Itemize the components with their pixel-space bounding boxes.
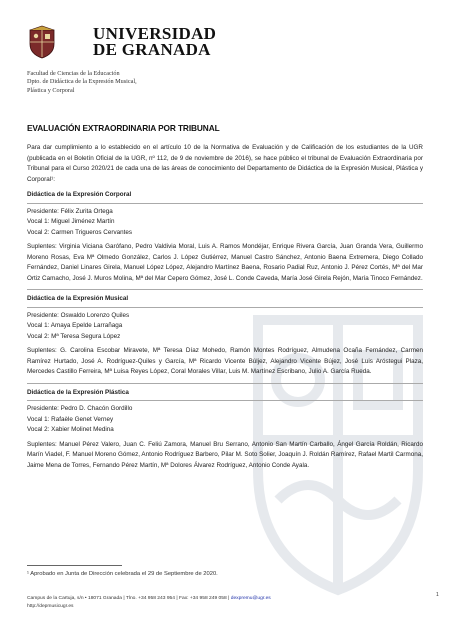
intro-paragraph: Para dar cumplimiento a lo establecido en el artículo 10 de la Normativa de Evaluación y de Calificación de los estudiantes de la UGR (publicada en el Boletín Oficial de la UGR, nº 112, de 9 de noviembre de 2016), se hace público el tribunal de Evaluación Extraordinaria por Tribunal para el Curso 2020/21 de cada una de las áreas de conocimiento del Departamento de Didáctica de la Expresión Musical, Plástica y Corporal¹: <box>27 144 423 183</box>
vocal2-line: Vocal 2: Xabier Molinet Medina <box>27 426 114 433</box>
department-line-cont: Plástica y Corporal <box>27 86 75 94</box>
footnote-divider <box>27 565 122 566</box>
document-body <box>27 143 423 471</box>
university-name <box>93 26 216 58</box>
footer-separator: | <box>228 596 230 601</box>
footnote: ¹ Aprobado en Junta de Dirección celebrada el 29 de Septiembre de 2020. <box>27 571 218 577</box>
footer-separator: | <box>123 596 125 601</box>
footer-phone: Tlno. +34 958 243 954 <box>125 596 175 601</box>
university-name-line1: UNIVERSIDAD <box>93 24 217 43</box>
section-title-plastica: Didáctica de la Expresión Plástica <box>27 388 129 396</box>
footer-email-link[interactable]: dexpremu@ugr.es <box>230 596 271 601</box>
faculty-block <box>27 70 137 95</box>
footer-address: Campus de la Cartuja, s/n • 18071 Granada <box>27 596 122 601</box>
document-title: EVALUACIÓN EXTRAORDINARIA POR TRIBUNAL <box>27 123 220 133</box>
vocal1-line: Vocal 1: Miguel Jiménez Martín <box>27 218 115 225</box>
university-name-line2: DE GRANADA <box>93 40 211 59</box>
faculty-line: Facultad de Ciencias de la Educación <box>27 70 120 77</box>
vocal2-line: Vocal 2: Mª Teresa Segura López <box>27 332 121 340</box>
page-number: 1 <box>436 592 439 598</box>
suplentes-paragraph: Suplentes: Manuel Pérez Valero, Juan C. Feliú Zamora, Manuel Bru Serrano, Antonio San Martín Carballo, Ángel García Roldán, Ricardo Marín Viadel, F. Manuel Moreno Gómez, Antonio Rodríguez Barbero, Pilar M. Soto Solier, Joaquín J. Roldán Ramírez, Rafael Martil Carmona, Jaime Mena de Torres, Fernando Pérez Martín, Mª Dolores Álvarez Rodríguez, Antonio Conde Ayala. <box>27 440 423 469</box>
suplentes-paragraph: Suplentes: G. Carolina Escobar Miravete, Mª Teresa Díaz Mohedo, Ramón Montes Rodríguez, Almudena Ocaña Fernández, Carmen Ramírez Hurtado, José A. Rodríguez-Quiles y García, Mª Ricardo Vicente Búljez, Alejandro Vicente Bújez, José Luis Aróstegui Plaza, Mercedes Castillo Ferreira, Mª Luisa Reyes López, Coral Morales Villar, Luis M. Martínez Escribano, Julio A. García Rueda. <box>27 347 423 375</box>
university-crest-icon <box>27 25 57 59</box>
department-line: Dpto. de Didáctica de la Expresión Musical, <box>27 78 137 86</box>
president-line: Presidente: Pedro D. Chacón Gordillo <box>27 405 133 412</box>
vocal1-line: Vocal 1: Amaya Epelde Larrañaga <box>27 322 123 329</box>
suplentes-paragraph: Suplentes: Virginia Viciana Garófano, Pedro Valdivia Moral, Luis A. Ramos Mondéjar, Enrique Rivera García, Juan Granda Vera, Guillermo Moreno Rosas, Eva Mª Olmedo González, Carlos J. López Gutiérrez, Manuel Castro Sánchez, Antonio Baena Extremera, Diego Collado Fernández, Daniel Linares Girela, Manuel López López, Alejandro Martínez Baena, Rosario Padial Ruz, Antonio J. Pérez Cortés, Mª del Mar Ortiz Camacho, José J. Muros Molina, Mª del Mar Cepero Gómez, José L. Conde Caveda, María José Girela Rejón, María Tinoco Fernández. <box>27 243 423 282</box>
vocal2-line: Vocal 2: Carmen Trigueros Cervantes <box>27 228 132 236</box>
page-footer <box>27 595 271 610</box>
president-line: Presidente: Félix Zurita Ortega <box>27 207 113 215</box>
footer-web-link[interactable]: http://depmusicugr.es <box>27 603 74 609</box>
section-divider <box>27 400 423 401</box>
footer-fax: Fax: +34 958 249 058 <box>178 596 227 601</box>
footer-separator: | <box>176 596 178 601</box>
section-title-corporal: Didáctica de la Expresión Corporal <box>27 191 132 198</box>
vocal1-line: Vocal 1: Rafaèle Genet Verney <box>27 415 114 423</box>
section-divider <box>27 307 423 308</box>
president-line: Presidente: Oswaldo Lorenzo Quiles <box>27 311 130 319</box>
section-title-musical: Didáctica de la Expresión Musical <box>27 295 129 302</box>
section-divider <box>27 203 423 204</box>
